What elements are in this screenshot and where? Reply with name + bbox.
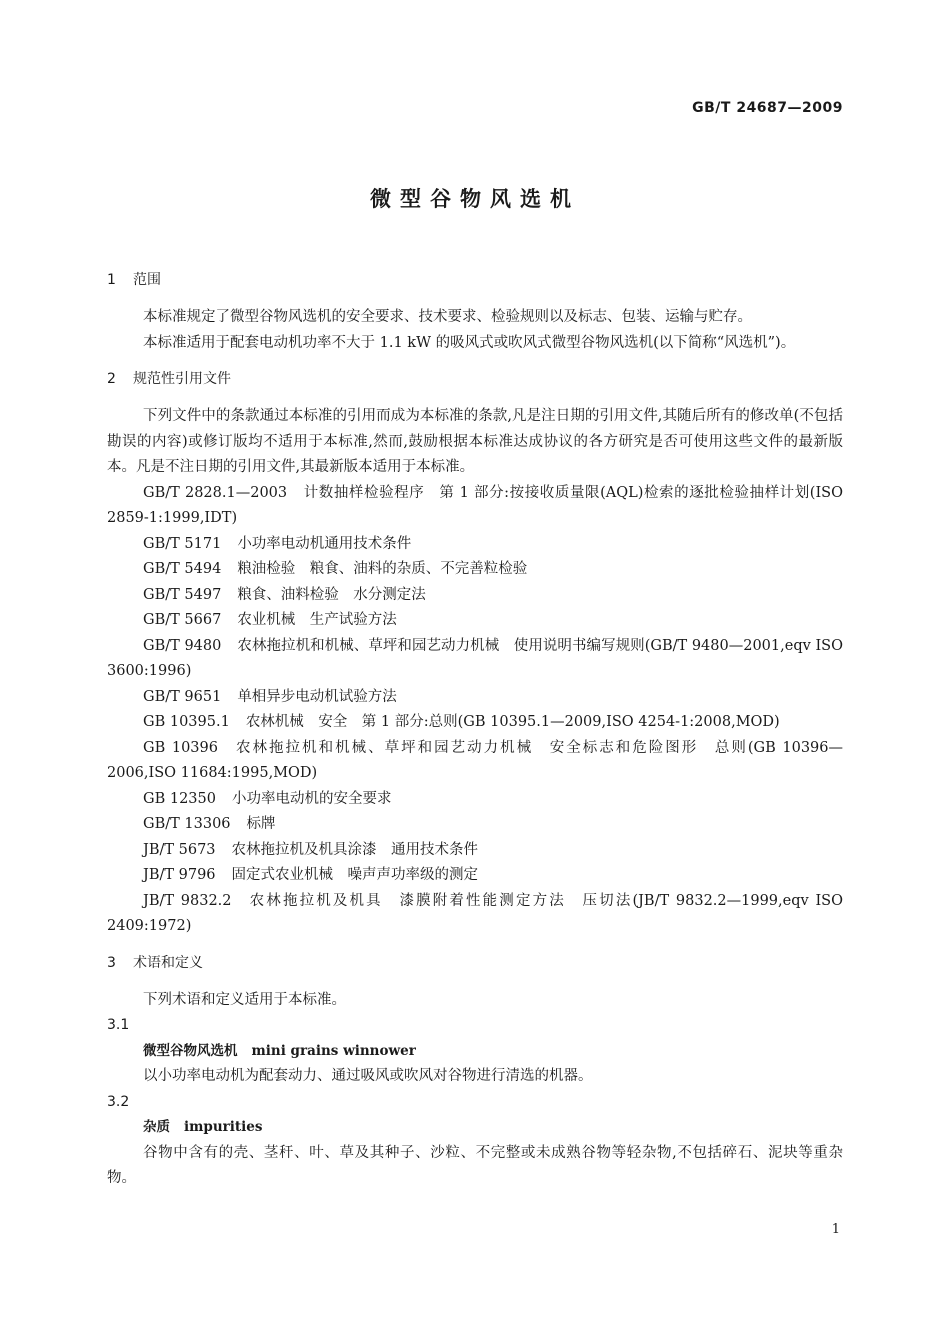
reference-item [107,863,843,889]
reference-item [107,838,843,864]
reference-title: 农林机械 安全 第 1 部分:总则(GB 10395.1—2009,ISO 4254-1:2008,MOD) [245,714,780,730]
reference-item [107,787,843,813]
document-body [107,268,843,1192]
reference-item [107,812,843,838]
reference-code: GB 10396 [143,739,218,756]
reference-title: 农林拖拉机及机具 漆膜附着性能测定方法 压切法(JB/T 9832.2—1999,eqv ISO 2409:1972) [107,892,843,934]
reference-code: JB/T 5673 [143,841,216,858]
reference-title: 标牌 [246,816,276,832]
term-name [143,1115,843,1141]
section-title: 规范性引用文件 [133,371,231,387]
section-title: 术语和定义 [133,954,203,971]
document-title: 微型谷物风选机 [370,187,580,211]
reference-item [107,481,843,532]
reference-code: JB/T 9832.2 [143,892,232,909]
reference-code: GB/T 9480 [143,637,222,654]
term-definition: 谷物中含有的壳、茎秆、叶、草及其种子、沙粒、不完整或未成熟谷物等轻杂物,不包括碎石、泥块等重杂物。 [107,1144,843,1186]
reference-title: 农林拖拉机和机械、草坪和园艺动力机械 使用说明书编写规则(GB/T 9480—2001,eqv ISO 3600:1996) [107,637,843,679]
reference-item [107,685,843,711]
reference-item [107,532,843,558]
term-name-zh: 微型谷物风选机 [143,1042,238,1059]
reference-item [107,557,843,583]
reference-code: GB/T 5497 [143,586,222,603]
reference-code: GB 10395.1 [143,714,230,730]
reference-title: 粮食、油料检验 水分测定法 [237,586,426,603]
term-name [143,1039,843,1065]
section-number: 2 [107,371,116,387]
section-title: 范围 [133,272,161,288]
reference-title: 农业机械 生产试验方法 [237,612,397,628]
reference-title: 单相异步电动机试验方法 [237,688,397,705]
scope-paragraph: 本标准适用于配套电动机功率不大于 1.1 kW 的吸风式或吹风式微型谷物风选机(以下简称“风选机”)。 [143,334,796,351]
reference-code: GB 12350 [143,790,216,807]
reference-title: 固定式农业机械 噪声声功率级的测定 [231,867,479,883]
reference-title: 农林拖拉机和机械、草坪和园艺动力机械 安全标志和危险图形 总则(GB 10396—2006,ISO 11684:1995,MOD) [107,739,843,781]
reference-item [107,736,843,787]
reference-code: GB/T 5171 [143,535,222,552]
term-name-en: mini grains winnower [251,1042,416,1059]
term-number: 3.1 [107,1017,130,1033]
reference-title: 计数抽样检验程序 第 1 部分:按接收质量限(AQL)检索的逐批检验抽样计划(ISO 2859-1:1999,IDT) [107,484,843,526]
reference-item [107,889,843,940]
reference-title: 小功率电动机通用技术条件 [237,535,412,552]
section-number: 1 [107,272,116,288]
section-heading-terms-definitions [107,951,843,976]
reference-code: GB/T 5494 [143,561,222,577]
term-name-en: impurities [184,1119,263,1135]
reference-code: GB/T 5667 [143,612,222,628]
section-number: 3 [107,954,116,971]
reference-item [107,583,843,609]
references-intro: 下列文件中的条款通过本标准的引用而成为本标准的条款,凡是注日期的引用文件,其随后所有的修改单(不包括勘误的内容)或修订版均不适用于本标准,然而,鼓励根据本标准达成协议的各方研究是否可使用这些文件的最新版本。凡是不注日期的引用文件,其最新版本适用于本标准。 [107,408,843,475]
scope-paragraph: 本标准规定了微型谷物风选机的安全要求、技术要求、检验规则以及标志、包装、运输与贮存。 [143,309,752,325]
reference-item [107,634,843,685]
section-heading-normative-references [107,367,843,392]
reference-title: 小功率电动机的安全要求 [231,790,392,807]
reference-code: GB/T 9651 [143,688,222,705]
term-definition: 以小功率电动机为配套动力、通过吸风或吹风对谷物进行清选的机器。 [143,1068,593,1084]
reference-code: GB/T 2828.1—2003 [143,484,288,501]
reference-item [107,710,843,736]
reference-code: GB/T 13306 [143,816,231,832]
reference-item [107,608,843,634]
term-number: 3.2 [107,1093,130,1110]
page-number: 1 [831,1222,840,1237]
term-name-zh: 杂质 [143,1119,170,1135]
reference-title: 粮油检验 粮食、油料的杂质、不完善粒检验 [237,561,528,577]
standard-number: GB/T 24687—2009 [692,100,843,116]
reference-code: JB/T 9796 [143,867,216,883]
reference-title: 农林拖拉机及机具涂漆 通用技术条件 [231,841,479,858]
section-heading-scope [107,268,843,293]
terms-intro: 下列术语和定义适用于本标准。 [143,991,346,1008]
